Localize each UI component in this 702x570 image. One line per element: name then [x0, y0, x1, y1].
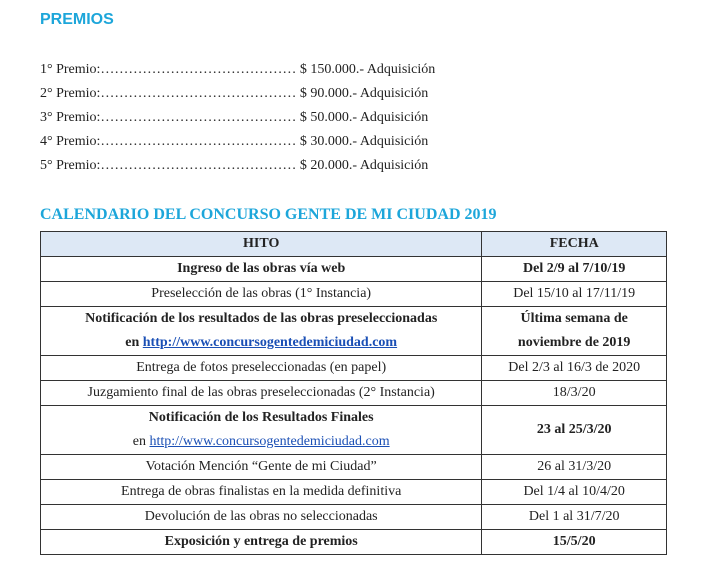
hito-text: Notificación de los Resultados Finales	[148, 410, 374, 425]
prize-line-3: 3° Premio:…………………………………… $ 50.000.- Adquisición	[40, 110, 429, 125]
prize-line-4: 4° Premio:…………………………………… $ 30.000.- Adquisición	[40, 134, 429, 149]
hito-cell	[41, 406, 482, 455]
fecha-cell: 26 al 31/3/20	[482, 455, 667, 480]
hito-link-line	[45, 430, 477, 454]
table-row	[41, 307, 667, 356]
table-row	[41, 455, 667, 480]
table-row	[41, 406, 667, 455]
fecha-cell: Del 15/10 al 17/11/19	[482, 282, 667, 307]
calendar-table	[40, 231, 667, 555]
fecha-cell: Del 2/3 al 16/3 de 2020	[482, 356, 667, 381]
table-row	[41, 505, 667, 530]
website-link[interactable]: http://www.concursogentedemiciudad.com	[149, 434, 390, 449]
hito-cell	[41, 307, 482, 356]
fecha-cell: Del 1/4 al 10/4/20	[482, 480, 667, 505]
prize-line-1: 1° Premio:…………………………………… $ 150.000.- Adquisición	[40, 62, 436, 77]
table-row	[41, 282, 667, 307]
hito-prefix: en	[132, 434, 146, 449]
hito-cell: Preselección de las obras (1° Instancia)	[41, 282, 482, 307]
hito-cell: Entrega de obras finalistas en la medida definitiva	[41, 480, 482, 505]
header-hito: HITO	[41, 232, 482, 257]
table-row	[41, 356, 667, 381]
hito-cell: Entrega de fotos preseleccionadas (en papel)	[41, 356, 482, 381]
table-row	[41, 381, 667, 406]
hito-cell: Exposición y entrega de premios	[41, 530, 482, 555]
header-fecha: FECHA	[482, 232, 667, 257]
prize-line-2: 2° Premio:…………………………………… $ 90.000.- Adquisición	[40, 86, 429, 101]
fecha-line-1: Última semana de	[520, 311, 628, 326]
fecha-cell: 23 al 25/3/20	[482, 406, 667, 455]
premios-heading: PREMIOS	[40, 11, 114, 28]
prize-line-5: 5° Premio:…………………………………… $ 20.000.- Adquisición	[40, 158, 429, 173]
website-link[interactable]: http://www.concursogentedemiciudad.com	[142, 335, 398, 350]
hito-link-line	[45, 331, 477, 355]
hito-cell: Juzgamiento final de las obras preseleccionadas (2° Instancia)	[41, 381, 482, 406]
fecha-cell: 18/3/20	[482, 381, 667, 406]
table-row	[41, 480, 667, 505]
fecha-cell: Del 1 al 31/7/20	[482, 505, 667, 530]
table-row	[41, 257, 667, 282]
calendar-heading: CALENDARIO DEL CONCURSO GENTE DE MI CIUDAD 2019	[40, 206, 497, 223]
hito-cell: Votación Mención “Gente de mi Ciudad”	[41, 455, 482, 480]
fecha-cell: 15/5/20	[482, 530, 667, 555]
table-header-row	[41, 232, 667, 257]
fecha-cell	[482, 307, 667, 356]
hito-prefix: en	[125, 335, 140, 350]
fecha-cell: Del 2/9 al 7/10/19	[482, 257, 667, 282]
fecha-line-2: noviembre de 2019	[517, 335, 631, 350]
table-row	[41, 530, 667, 555]
hito-cell: Devolución de las obras no seleccionadas	[41, 505, 482, 530]
hito-text: Notificación de los resultados de las obras preseleccionadas	[85, 311, 438, 326]
hito-cell: Ingreso de las obras vía web	[41, 257, 482, 282]
